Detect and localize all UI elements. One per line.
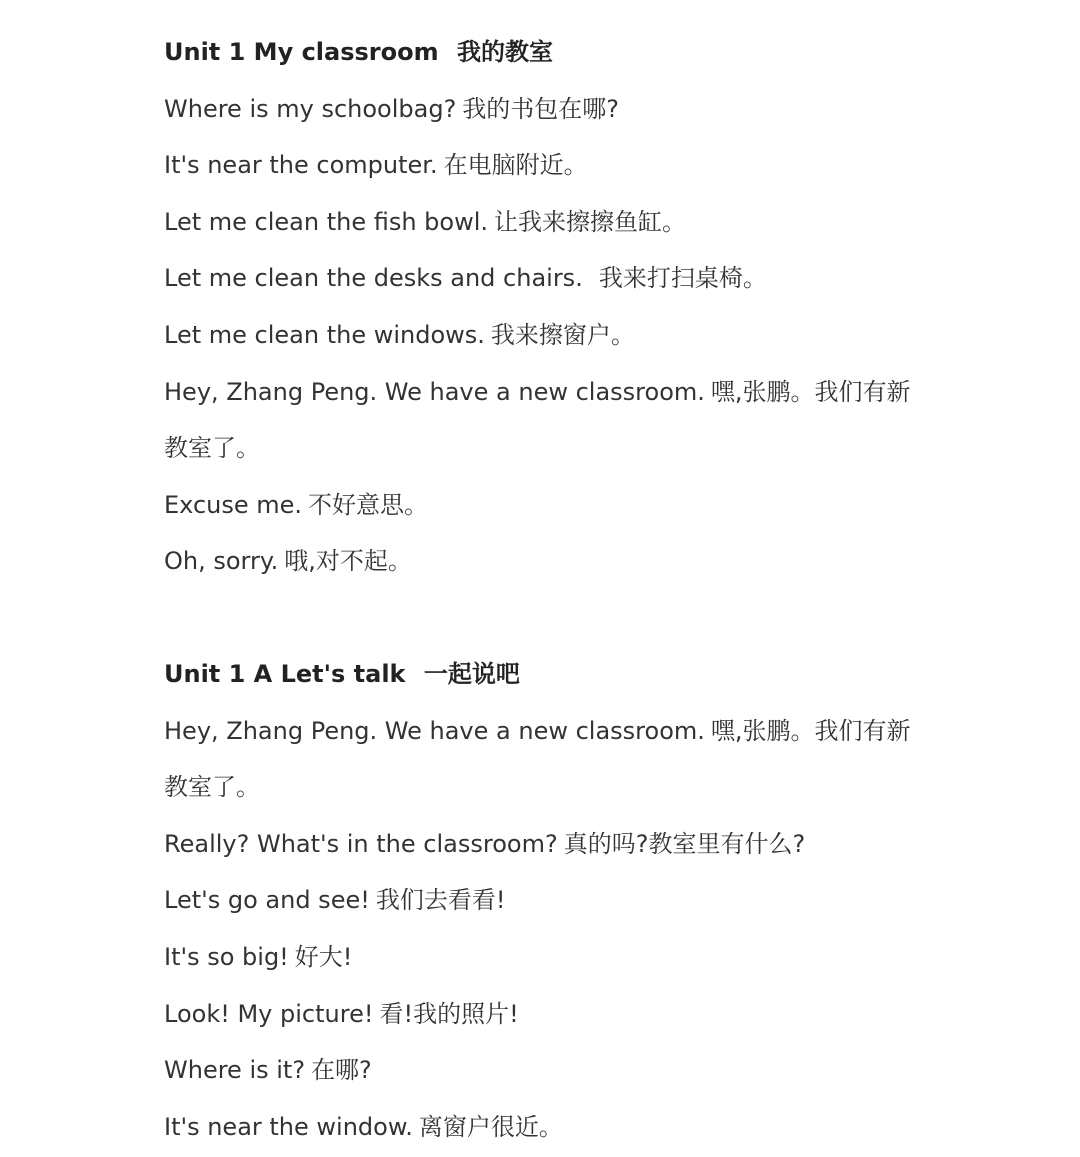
sentence-line (164, 872, 944, 929)
sentence-english: It's near the computer. (164, 151, 438, 180)
sentence-english: Where is it? (164, 1056, 306, 1085)
sentence-line (164, 477, 944, 534)
sentence-line (164, 137, 944, 194)
sentence-line (164, 81, 944, 138)
sentence-english: Excuse me. (164, 490, 303, 519)
sentence-english: Let's go and see! (164, 886, 370, 915)
heading-chinese: 一起说吧 (423, 659, 520, 688)
sentence-chinese: 哦,对不起。 (284, 547, 412, 576)
sentence-line (164, 1042, 944, 1099)
sentence-chinese: 好大! (294, 942, 353, 971)
document-page (164, 0, 944, 1155)
sentence-chinese: 我来打扫桌椅。 (598, 264, 767, 293)
section-my-classroom (164, 0, 944, 590)
sentence-line (164, 986, 944, 1043)
sentence-line (164, 307, 944, 364)
heading-english: Unit 1 A Let's talk (164, 659, 406, 688)
sentence-chinese: 不好意思。 (308, 490, 429, 519)
sentence-line (164, 194, 944, 251)
heading-chinese: 我的教室 (456, 38, 553, 66)
sentence-chinese: 让我来擦擦鱼缸。 (494, 207, 687, 236)
sentence-chinese: 我们去看看! (375, 886, 506, 915)
sentence-english: Hey, Zhang Peng. We have a new classroom. (164, 377, 705, 406)
sentence-line (164, 929, 944, 986)
sentence-chinese: 我来擦窗户。 (490, 320, 635, 349)
sentence-line (164, 1099, 944, 1156)
sentence-english: Where is my schoolbag? (164, 94, 457, 123)
sentence-chinese: 嘿,张鹏。我们有新教室了。 (164, 716, 911, 802)
sentence-chinese: 在哪? (311, 1056, 372, 1085)
section-lets-talk (164, 646, 944, 1155)
sentence-chinese: 离窗户很近。 (418, 1112, 563, 1141)
sentence-chinese: 看!我的照片! (379, 999, 519, 1028)
sentence-chinese: 我的书包在哪? (462, 94, 620, 123)
sentence-line (164, 250, 944, 307)
sentence-line (164, 533, 944, 590)
sentence-english: Oh, sorry. (164, 547, 279, 576)
section-heading (164, 24, 944, 81)
sentence-english: Look! My picture! (164, 999, 374, 1028)
sentence-chinese: 在电脑附近。 (443, 151, 588, 180)
heading-english: Unit 1 My classroom (164, 38, 439, 66)
sentence-english: It's so big! (164, 942, 289, 971)
sentence-english: Really? What's in the classroom? (164, 829, 558, 858)
sentence-english: Let me clean the desks and chairs. (164, 264, 583, 293)
section-heading (164, 646, 944, 703)
sentence-line (164, 364, 924, 477)
sentence-english: Hey, Zhang Peng. We have a new classroom. (164, 716, 705, 745)
sentence-english: Let me clean the fish bowl. (164, 207, 489, 236)
section-spacer (164, 590, 944, 646)
sentence-chinese: 真的吗?教室里有什么? (563, 829, 806, 858)
sentence-line (164, 703, 924, 816)
sentence-english: It's near the window. (164, 1112, 413, 1141)
sentence-english: Let me clean the windows. (164, 320, 485, 349)
sentence-chinese: 嘿,张鹏。我们有新教室了。 (164, 377, 911, 463)
sentence-line (164, 816, 944, 873)
